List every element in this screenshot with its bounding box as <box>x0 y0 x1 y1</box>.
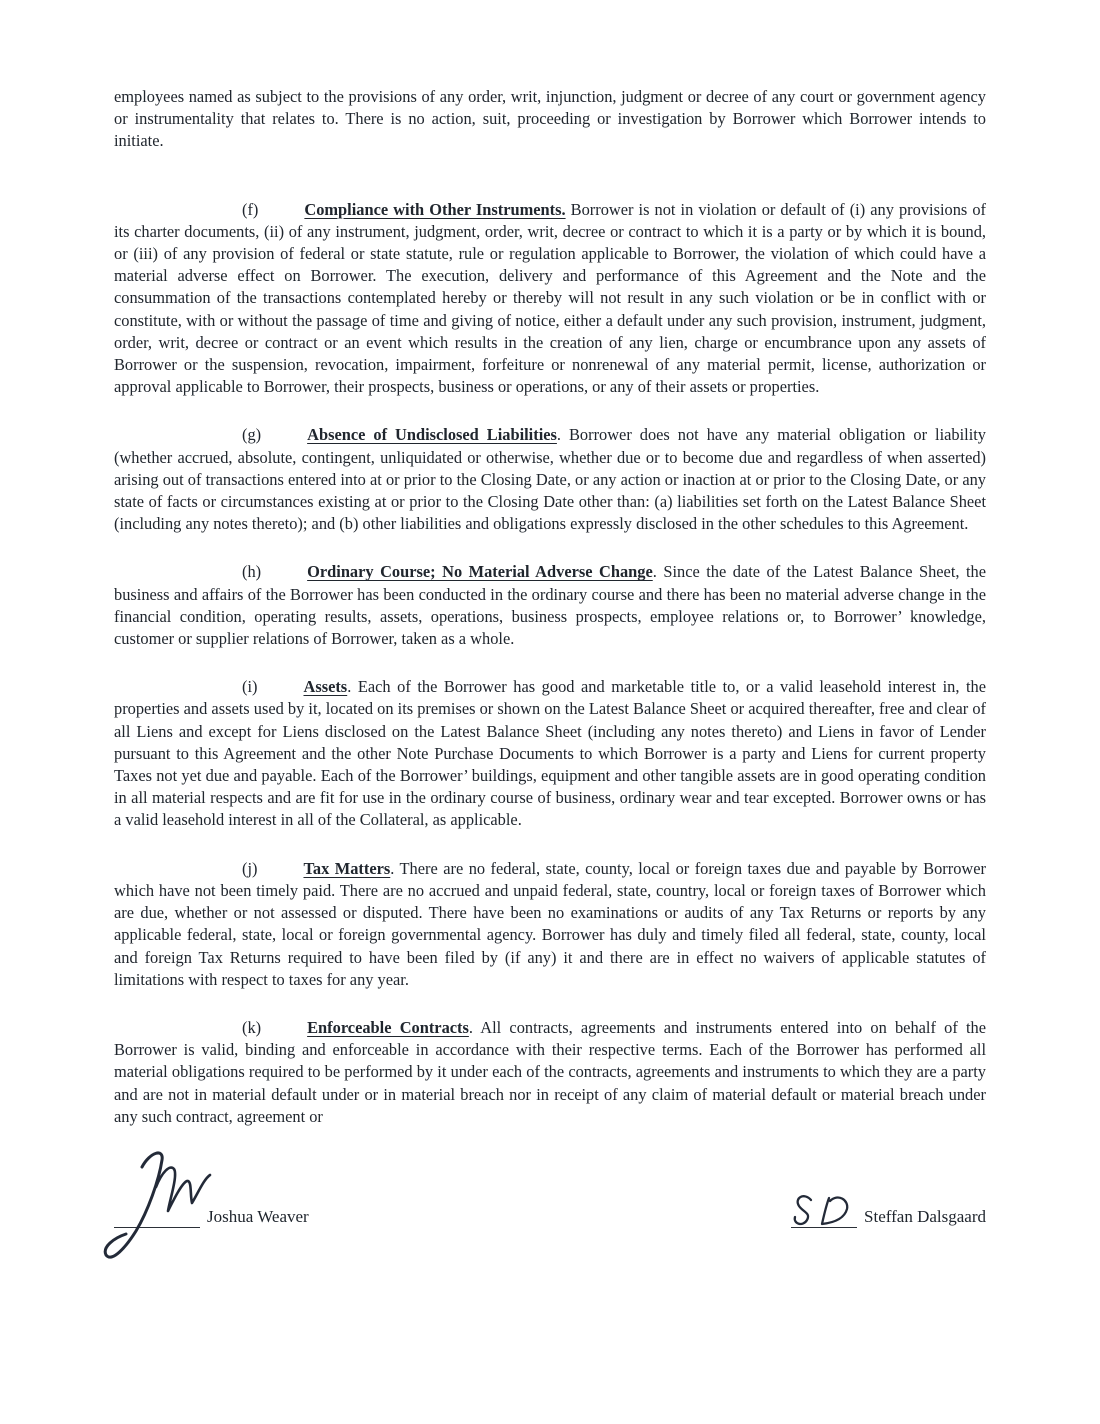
section-body: . There are no federal, state, county, local or foreign taxes due and payable by Borrower which have not been timely paid. There are no accrued and unpaid federal, state, country, local or foreign taxes of Borrower which are due, whether or not assessed or disputed. There have been no examinations or audits of any Tax Returns or reports by any applicable federal, state, local or foreign governmental agency. Borrower has duly and timely filed all federal, state, county, local and foreign Tax Returns required to have been filed by (if any) it and there are in effect no waivers of applicable statutes of limitations with respect to taxes for any year. <box>114 858 986 989</box>
section-label: (j) <box>242 858 258 878</box>
section-body: Borrower is not in violation or default of (i) any provisions of its charter documents, (ii) of any instrument, judgment, order, writ, decree or contract to which it is a party or by which it is bound, or (iii) of any provision of federal or state statute, rule or regulation applicable to Borrower, the violation of which could have a material adverse effect on Borrower. The execution, delivery and performance of this Agreement and the Note and the consummation of the transactions contemplated hereby or thereby will not result in any such violation or be in conflict with or constitute, with or without the passage of time and giving of notice, either a default under any such provision, instrument, judgment, order, writ, decree or contract or an event which results in the creation of any lien, charge or encumbrance upon any assets of Borrower or the suspension, revocation, impairment, forfeiture or nonrenewal of any material permit, license, authorization or approval applicable to Borrower, their prospects, business or operations, or any of their assets or properties. <box>114 199 986 397</box>
section-f <box>114 199 986 399</box>
signature-line <box>791 1202 857 1228</box>
section-heading: Absence of Undisclosed Liabilities <box>307 425 557 445</box>
signature-block-steffan-dalsgaard <box>791 1202 986 1228</box>
joshua-weaver-signature-icon <box>102 1145 214 1267</box>
section-i <box>114 676 986 831</box>
signature-row <box>114 1172 986 1228</box>
section-body: . Borrower does not have any material obligation or liability (whether accrued, absolute, contingent, unliquidated or otherwise, whether due or to become due and regardless of when asserted) arising out of transactions entered into at or prior to the Closing Date, or any action or inaction at or prior to the Closing Date, or any state of facts or circumstances existing at or prior to the Closing Date other than: (a) liabilities set forth on the Latest Balance Sheet (including any notes thereto); and (b) other liabilities and obligations expressly disclosed in the other schedules to this Agreement. <box>114 425 986 534</box>
section-k <box>114 1017 986 1128</box>
section-heading: Compliance with Other Instruments. <box>304 199 566 219</box>
section-heading: Enforceable Contracts <box>307 1017 469 1037</box>
section-g <box>114 424 986 535</box>
signer-name: Joshua Weaver <box>207 1206 309 1226</box>
section-label: (g) <box>242 425 262 445</box>
section-heading: Tax Matters <box>303 858 391 878</box>
section-heading: Assets <box>303 677 348 697</box>
section-label: (i) <box>242 677 258 697</box>
signature-line <box>114 1172 200 1228</box>
section-body: . All contracts, agreements and instruments entered into on behalf of the Borrower is valid, binding and enforceable in accordance with their respective terms. Each of the Borrower has performed all material obligations required to be performed by it under each of the contracts, agreements and instruments to which they are a party and are not in material default under or in material breach nor in receipt of any claim of material default or material breach under any such contract, agreement or <box>114 1017 987 1126</box>
section-label: (k) <box>242 1017 262 1037</box>
section-body: . Each of the Borrower has good and marketable title to, or a valid leasehold interest in, the properties and assets used by it, located on its premises or shown on the Latest Balance Sheet or acquired thereafter, free and clear of all Liens and except for Liens disclosed on the Latest Balance Sheet (including any notes thereto) and Liens in favor of Lender pursuant to this Agreement and the other Note Purchase Documents to which Borrower is a party and Liens for current property Taxes not yet due and payable. Each of the Borrower’ buildings, equipment and other tangible assets are in good operating condition in all material respects and are fit for use in the ordinary course of business, ordinary wear and tear excepted. Borrower owns or has a valid leasehold interest in all of the Collateral, as applicable. <box>114 677 986 830</box>
paragraph-continuation: employees named as subject to the provisions of any order, writ, injunction, judgment or decree of any court or government agency or instrumentality that relates to. There is no action, suit, proceeding or investigation by Borrower which Borrower intends to initiate. <box>114 87 986 151</box>
section-body: . Since the date of the Latest Balance Sheet, the business and affairs of the Borrower has been conducted in the ordinary course and there has been no material adverse change in the financial condition, operating results, assets, operations, business prospects, employee relations or, to Borrower’ knowledge, customer or supplier relations of Borrower, taken as a whole. <box>114 562 986 649</box>
section-h <box>114 561 986 650</box>
section-heading: Ordinary Course; No Material Adverse Change <box>307 562 653 582</box>
section-j <box>114 858 986 991</box>
section-label: (f) <box>242 199 259 219</box>
section-label: (h) <box>242 562 262 582</box>
signature-block-joshua-weaver <box>114 1172 309 1228</box>
steffan-dalsgaard-signature-icon <box>791 1190 859 1230</box>
signer-name: Steffan Dalsgaard <box>864 1206 986 1226</box>
